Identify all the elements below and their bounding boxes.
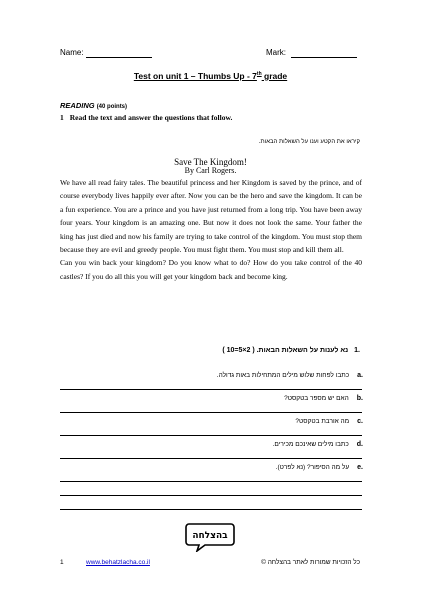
mark-label: Mark:: [266, 48, 286, 57]
footer-website-link[interactable]: www.behatzlacha.co.il: [86, 559, 150, 566]
question-b-text: האם יש מספר בטקסט?: [284, 395, 349, 402]
question-c-text: מה אורבת בטקסט?: [295, 418, 350, 425]
test-title-sup: th: [256, 71, 262, 78]
logo-text: בהצלחה: [192, 531, 228, 541]
question-e-text: על מה הסיפור? (נא לפרט).: [275, 464, 350, 471]
answer-line-c[interactable]: [60, 435, 362, 436]
story-title: Save The Kingdom!: [174, 157, 247, 167]
question-a: [217, 372, 363, 379]
footer-copyright: כל הזכויות שמורות לאתר בהצלחה ©: [261, 559, 360, 566]
name-blank-line[interactable]: [86, 57, 152, 58]
answer-line-e3[interactable]: [60, 509, 362, 510]
question-d: [273, 441, 363, 448]
answer-line-d[interactable]: [60, 458, 362, 459]
question-b-letter: .b: [356, 395, 363, 402]
answer-line-a[interactable]: [60, 389, 362, 390]
section-instruction: [60, 113, 232, 122]
question-e: [276, 464, 363, 471]
question-1-text: נא לענות על השאלות הבאות. ( 2×5=10 ): [222, 347, 349, 354]
test-title: [0, 71, 421, 81]
answer-line-e2[interactable]: [60, 495, 362, 496]
question-d-text: כתבו מילים שאינכם מכירים.: [272, 441, 349, 448]
question-d-letter: .d: [356, 441, 363, 448]
section-points: (40 points): [96, 104, 128, 110]
test-title-main: Test on unit 1 – Thumbs Up - 7: [133, 71, 257, 81]
name-label: Name:: [60, 48, 84, 57]
question-a-text: כתבו לפחות שלוש מילים המתחילות באות גדולה.: [216, 372, 350, 379]
question-b: [284, 395, 363, 402]
question-e-letter: .e: [357, 464, 363, 471]
question-1-heading: [222, 347, 360, 354]
story-author: By Carl Rogers.: [184, 166, 237, 175]
answer-line-e1[interactable]: [60, 481, 362, 482]
question-1-number: .1: [354, 347, 360, 354]
story-paragraph-2: Can you win back your kingdom? Do you know what to do? How do you take control of the 40 castles? If you do all this you will get your kingdom back and become king.: [60, 258, 362, 281]
story-passage: [60, 176, 362, 283]
question-a-letter: .a: [357, 372, 363, 379]
story-paragraph-1: We have all read fairy tales. The beautiful princess and her Kingdom is saved by the prince, and of course everybody lives happily ever after. Now you can be the hero and save the kingdom. It can be a fun experience. You are a prince and you have just returned from a long trip. You have been away four years. Your kingdom is an amazing one. But now it does not look the same. Your father the king has just died and now his family are trying to take control of the kingdom. You must stop them because they are evil and greedy people. You must fight them. You must stop and kill them all.: [60, 178, 362, 255]
answer-line-b[interactable]: [60, 412, 362, 413]
section-heading: [60, 101, 127, 110]
question-c: [295, 418, 363, 425]
mark-blank-line[interactable]: [291, 57, 357, 58]
test-title-tail: grade: [261, 71, 288, 81]
page-number: 1: [60, 559, 64, 566]
section-number: 1: [60, 113, 64, 122]
section-instruction-text: Read the text and answer the questions that follow.: [69, 113, 233, 122]
question-c-letter: .c: [357, 418, 363, 425]
section-heading-text: READING: [60, 101, 95, 110]
behatzlacha-logo: [185, 522, 235, 552]
hebrew-instruction: קיראו את הקטע וענו על השאלות הבאות.: [258, 139, 360, 145]
